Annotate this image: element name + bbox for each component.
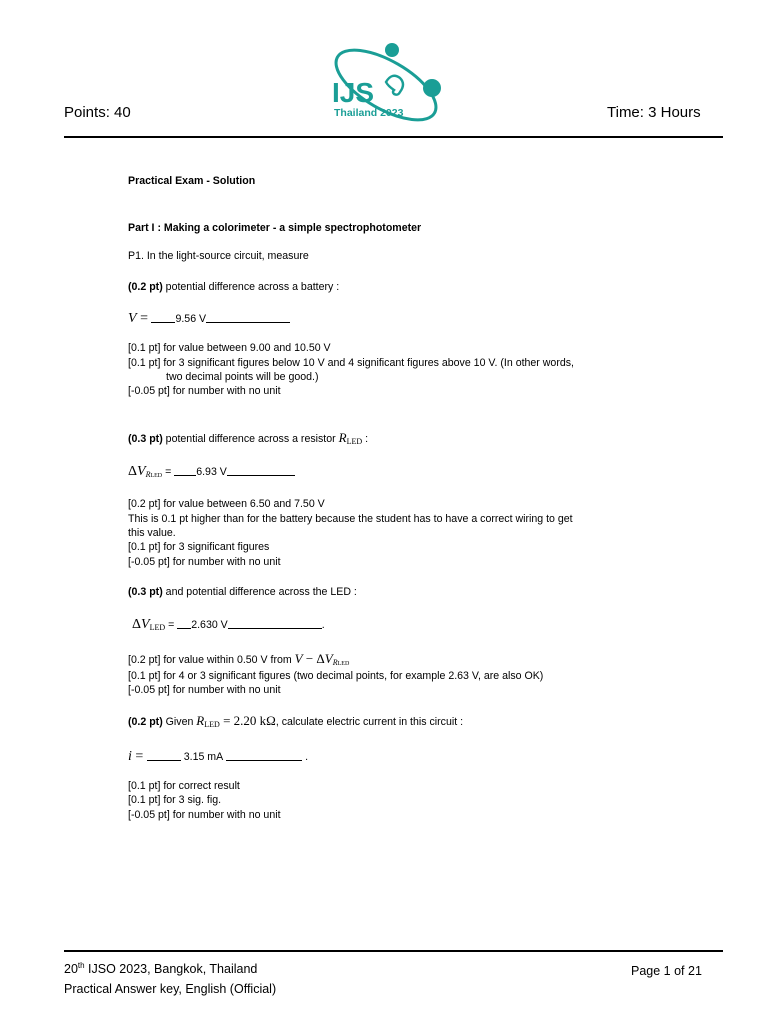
- q4-eq: =: [131, 749, 147, 764]
- q1-points: (0.2 pt): [128, 281, 163, 293]
- q3-criteria-3: [-0.05 pt] for number with no unit: [128, 684, 281, 696]
- q1-criteria-3: two decimal points will be good.): [166, 371, 319, 383]
- footer-edition: [64, 961, 257, 976]
- q3-answer-line: [132, 615, 325, 633]
- q2-criteria-4: [0.1 pt] for 3 significant figures: [128, 541, 270, 553]
- points-label: Points: 40: [64, 104, 131, 121]
- q1-criteria-1: [0.1 pt] for value between 9.00 and 10.50 V: [128, 342, 331, 354]
- q2-delta: Δ: [128, 464, 138, 479]
- header-rule: [64, 136, 723, 138]
- q3-points: (0.3 pt): [128, 586, 163, 598]
- q4-prompt: [128, 714, 463, 733]
- q2-colon: :: [362, 433, 369, 445]
- logo-text: IJS: [332, 77, 375, 108]
- page-title: Practical Exam - Solution: [128, 175, 256, 187]
- q2-sub-sub: LED: [150, 473, 163, 479]
- q2-var: V: [137, 464, 146, 479]
- q3-prompt: [128, 585, 357, 600]
- q2-criteria-2: This is 0.1 pt higher than for the battery because the student has to have a correct wiring to get: [128, 513, 573, 525]
- footer-edition-text: IJSO 2023, Bangkok, Thailand: [84, 962, 258, 977]
- q4-end: .: [305, 751, 309, 763]
- q2-answer: 6.93 V: [196, 466, 227, 478]
- footer-edition-num: 20: [64, 962, 78, 977]
- q1-eq: =: [136, 311, 152, 326]
- footer-doc-type: Practical Answer key, English (Official): [64, 982, 277, 996]
- q2-resistor-var: R: [338, 430, 347, 445]
- q1-answer: 9.56 V: [175, 313, 207, 325]
- q3-criteria-math-sub: R: [332, 658, 338, 667]
- q1-criteria-2: [0.1 pt] for 3 significant figures below 10 V and 4 significant figures above 10 V. (In other words,: [128, 357, 574, 369]
- q3-criteria-math-v2: V: [324, 651, 333, 666]
- q3-criteria-2: [0.1 pt] for 4 or 3 significant figures (two decimal points, for example 2.63 V, are also OK): [128, 670, 544, 682]
- q2-prompt: [128, 431, 368, 450]
- q2-sub-var: R: [145, 470, 151, 479]
- q3-criteria-math-subsub: LED: [337, 661, 350, 667]
- q2-criteria-1: [0.2 pt] for value between 6.50 and 7.50 V: [128, 498, 325, 510]
- q3-criteria-1-text: [0.2 pt] for value within 0.50 V from: [128, 654, 295, 666]
- q4-value: = 2.20 kΩ: [219, 713, 276, 728]
- q4-sub: LED: [204, 720, 220, 729]
- footer-edition-sup: th: [77, 961, 85, 970]
- q1-criteria-4: [-0.05 pt] for number with no unit: [128, 385, 281, 397]
- q3-text: and potential difference across the LED :: [162, 586, 357, 598]
- q4-i-var: i: [128, 749, 132, 764]
- q4-points: (0.2 pt): [128, 716, 163, 728]
- q1-answer-line: [128, 309, 290, 327]
- q4-criteria-1: [0.1 pt] for correct result: [128, 780, 240, 792]
- q3-criteria-math-minus: − Δ: [302, 651, 325, 666]
- q4-criteria-2: [0.1 pt] for 3 sig. fig.: [128, 794, 222, 806]
- q4-var: R: [196, 713, 205, 728]
- q4-criteria-3: [-0.05 pt] for number with no unit: [128, 809, 281, 821]
- q2-text: potential difference across a resistor: [162, 433, 339, 445]
- q2-resistor-sub: LED: [346, 437, 363, 446]
- q3-sub: LED: [149, 623, 166, 632]
- q3-end: .: [321, 619, 325, 631]
- p1-intro: P1. In the light-source circuit, measure: [128, 250, 309, 262]
- q3-eq: =: [165, 619, 178, 631]
- logo-subtext: Thailand 2023: [334, 107, 404, 119]
- q3-answer: 2.630 V: [191, 619, 228, 631]
- q2-answer-line: [128, 462, 295, 480]
- footer-rule: [64, 950, 723, 952]
- q4-answer: 3.15 mA: [183, 751, 224, 763]
- q2-criteria-3: this value.: [128, 527, 176, 539]
- time-label: Time: 3 Hours: [607, 104, 701, 121]
- part-title: Part I : Making a colorimeter - a simple spectrophotometer: [128, 222, 422, 234]
- q4-answer-line: [128, 747, 308, 765]
- q2-points: (0.3 pt): [128, 433, 163, 445]
- q3-var: V: [141, 617, 150, 632]
- page-number: Page 1 of 21: [631, 964, 702, 978]
- q3-delta: Δ: [132, 617, 142, 632]
- ijso-logo: [318, 40, 454, 126]
- q1-prompt: [128, 280, 339, 295]
- q2-eq: =: [162, 466, 175, 478]
- q3-criteria-math-v: V: [294, 651, 303, 666]
- q4-text: , calculate electric current in this circuit :: [275, 716, 464, 728]
- q4-given: Given: [162, 716, 197, 728]
- q1-var: V: [128, 311, 137, 326]
- q2-criteria-5: [-0.05 pt] for number with no unit: [128, 556, 281, 568]
- q1-text: potential difference across a battery :: [162, 281, 340, 293]
